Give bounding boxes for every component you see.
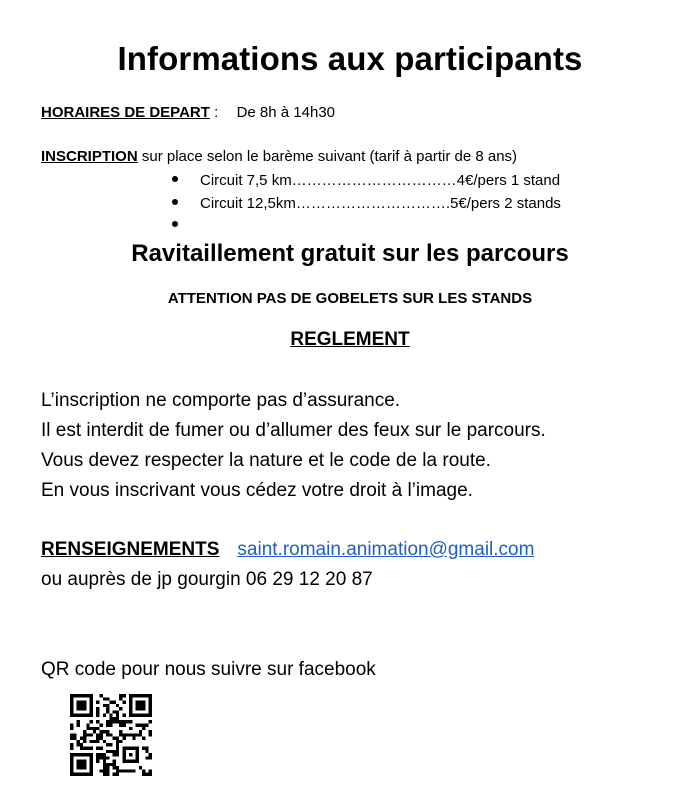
inscription-label: INSCRIPTION	[41, 148, 138, 165]
horaires-sep: :	[209, 104, 219, 121]
reglement-heading: REGLEMENT	[290, 329, 410, 350]
qr-caption: QR code pour nous suivre sur facebook	[41, 659, 376, 680]
tarif-item-2: Circuit 12,5km………………………….5€/pers 2 stands	[200, 195, 561, 212]
reglement-line-2: Il est interdit de fumer ou d’allumer des feux sur le parcours.	[41, 420, 546, 441]
bullet-icon	[172, 199, 178, 205]
list-item	[172, 217, 200, 234]
tarif-item-1: Circuit 7,5 km……………………………4€/pers 1 stand	[200, 172, 561, 189]
renseignements-label: RENSEIGNEMENTS	[41, 539, 220, 560]
contact-line: ou auprès de jp gourgin 06 29 12 20 87	[41, 569, 373, 590]
inscription-text: sur place selon le barème suivant (tarif à partir de 8 ans)	[137, 148, 518, 165]
reglement-line-1: L’inscription ne comporte pas d’assurance.	[41, 390, 401, 411]
page-title: Informations aux participants	[117, 40, 583, 77]
list-item	[172, 172, 560, 189]
horaires-line	[41, 104, 335, 121]
bullet-icon	[172, 176, 178, 182]
inscription-line	[41, 148, 517, 165]
attention-notice: ATTENTION PAS DE GOBELETS SUR LES STANDS	[167, 290, 533, 307]
horaires-label: HORAIRES DE DEPART	[41, 104, 210, 121]
ravitaillement-heading: Ravitaillement gratuit sur les parcours	[131, 240, 569, 267]
qr-code-icon[interactable]	[70, 694, 152, 776]
list-item	[172, 195, 561, 212]
email-link[interactable]: saint.romain.animation@gmail.com	[237, 539, 535, 560]
bullet-icon	[172, 221, 178, 227]
reglement-line-4: En vous inscrivant vous cédez votre droit à l’image.	[41, 480, 473, 501]
horaires-value: De 8h à 14h30	[236, 104, 336, 121]
renseignements-line	[41, 539, 534, 561]
reglement-line-3: Vous devez respecter la nature et le code de la route.	[41, 450, 491, 471]
